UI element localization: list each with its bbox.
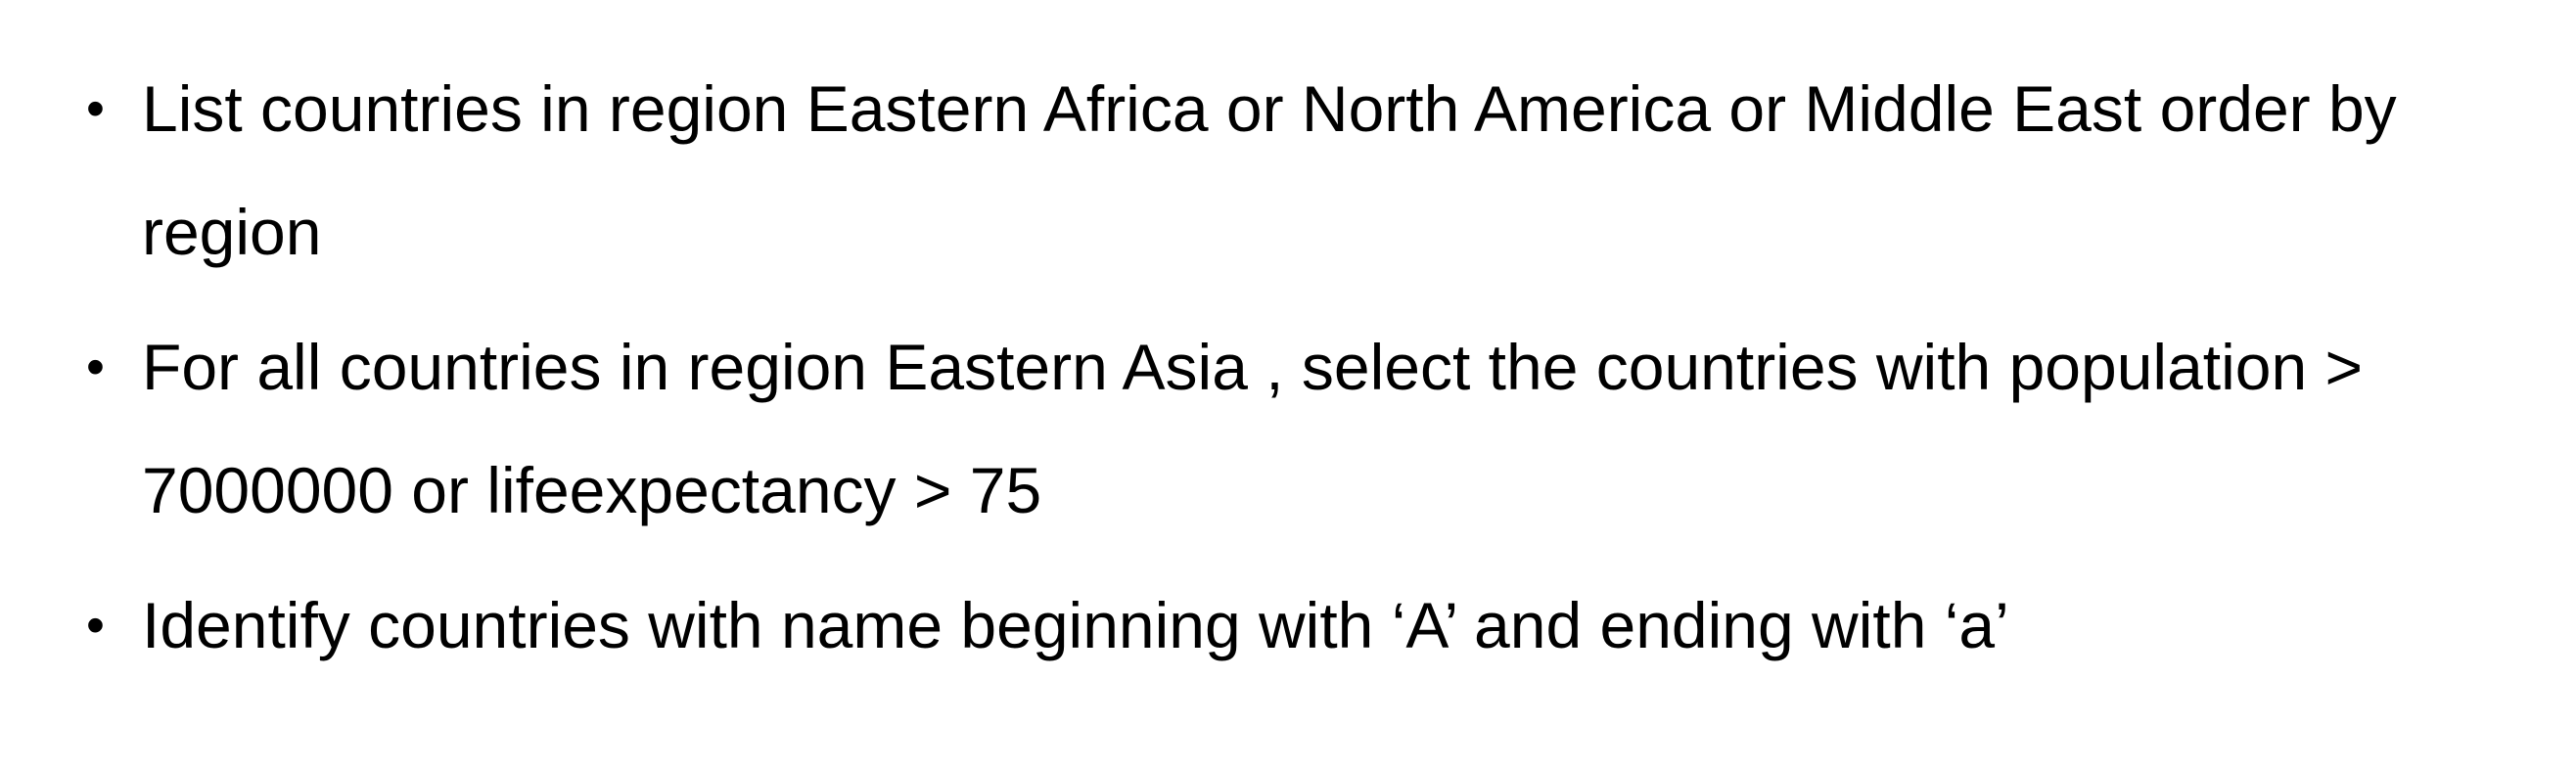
- bullet-item: [0, 305, 2576, 552]
- bullet-icon: •: [86, 596, 105, 655]
- bullet-text: List countries in region Eastern Africa or North America or Middle East order by region: [142, 72, 2397, 268]
- bullet-item: [0, 47, 2576, 294]
- bullet-item: [0, 564, 2576, 687]
- bullet-icon: •: [86, 338, 105, 396]
- bullet-text: Identify countries with name beginning with ‘A’ and ending with ‘a’: [142, 589, 2009, 661]
- bullet-text: For all countries in region Eastern Asia , select the countries with population > 7000000 or lifeexpectancy > 75: [142, 331, 2364, 526]
- bullet-list: [0, 47, 2576, 699]
- bullet-icon: •: [86, 79, 105, 138]
